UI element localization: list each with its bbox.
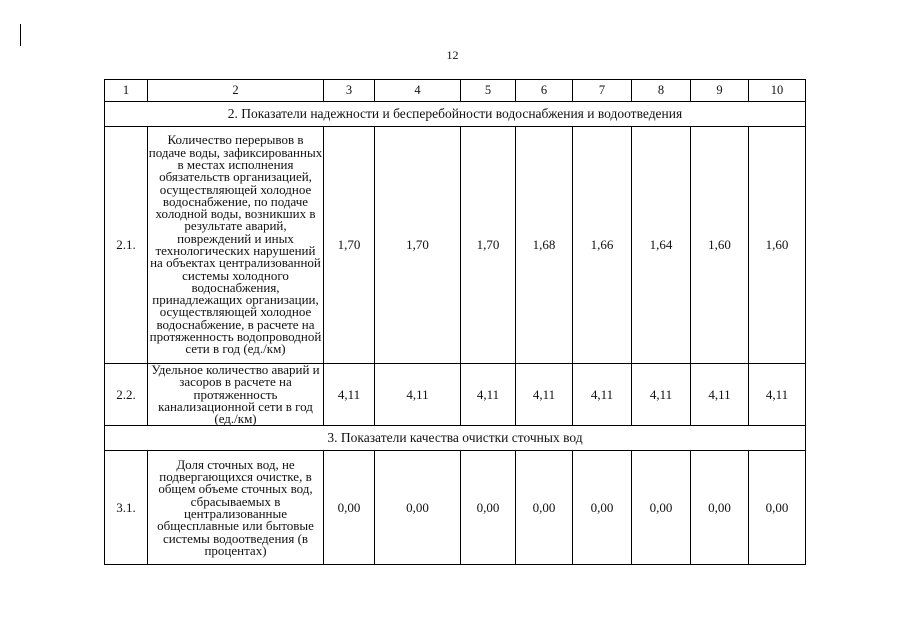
value-cell: 0,00 — [573, 451, 632, 565]
column-number: 5 — [461, 80, 516, 102]
indicators-table — [104, 79, 806, 565]
value-cell: 4,11 — [375, 364, 461, 426]
column-number-row — [105, 80, 806, 102]
column-number: 7 — [573, 80, 632, 102]
column-number: 1 — [105, 80, 148, 102]
margin-mark — [20, 24, 21, 46]
value-cell: 0,00 — [461, 451, 516, 565]
value-cell: 4,11 — [573, 364, 632, 426]
value-cell: 4,11 — [749, 364, 806, 426]
value-cell: 4,11 — [461, 364, 516, 426]
section-header-row — [105, 102, 806, 127]
page-number: 12 — [446, 48, 459, 62]
column-number: 8 — [632, 80, 691, 102]
value-cell: 4,11 — [691, 364, 749, 426]
section-header-row — [105, 426, 806, 451]
value-cell: 0,00 — [516, 451, 573, 565]
value-cell: 1,68 — [516, 127, 573, 364]
value-cell: 1,70 — [461, 127, 516, 364]
row-description: Количество перерывов в подаче воды, зафиксированных в местах исполнения обязательств организацией, осуществляющей холодное водоснабжение, по подаче холодной воды, возникших в результате аварий, повреждений и иных технологических нарушений на объектах централизованной системы холодного водоснабжения, принадлежащих организации, осуществляющей холодное водоснабжение, в расчете на протяженность водопроводной сети в год (ед./км) — [148, 127, 324, 364]
section-title: 2. Показатели надежности и бесперебойности водоснабжения и водоотведения — [105, 102, 806, 127]
value-cell: 1,70 — [375, 127, 461, 364]
column-number: 2 — [148, 80, 324, 102]
value-cell: 4,11 — [632, 364, 691, 426]
row-id: 2.1. — [105, 127, 148, 364]
column-number: 3 — [324, 80, 375, 102]
value-cell: 1,70 — [324, 127, 375, 364]
value-cell: 0,00 — [632, 451, 691, 565]
table-row — [105, 364, 806, 426]
column-number: 9 — [691, 80, 749, 102]
value-cell: 0,00 — [691, 451, 749, 565]
value-cell: 1,64 — [632, 127, 691, 364]
value-cell: 1,60 — [749, 127, 806, 364]
section-title: 3. Показатели качества очистки сточных вод — [105, 426, 806, 451]
value-cell: 1,60 — [691, 127, 749, 364]
value-cell: 0,00 — [749, 451, 806, 565]
row-id: 3.1. — [105, 451, 148, 565]
column-number: 6 — [516, 80, 573, 102]
row-description: Удельное количество аварий и засоров в расчете на протяженность канализационной сети в год (ед./км) — [148, 364, 324, 426]
value-cell: 4,11 — [516, 364, 573, 426]
value-cell: 1,66 — [573, 127, 632, 364]
column-number: 10 — [749, 80, 806, 102]
value-cell: 0,00 — [324, 451, 375, 565]
value-cell: 4,11 — [324, 364, 375, 426]
value-cell: 0,00 — [375, 451, 461, 565]
row-description: Доля сточных вод, не подвергающихся очистке, в общем объеме сточных вод, сбрасываемых в централизованные общесплавные или бытовые системы водоотведения (в процентах) — [148, 451, 324, 565]
table-row — [105, 451, 806, 565]
column-number: 4 — [375, 80, 461, 102]
table-row — [105, 127, 806, 364]
row-id: 2.2. — [105, 364, 148, 426]
